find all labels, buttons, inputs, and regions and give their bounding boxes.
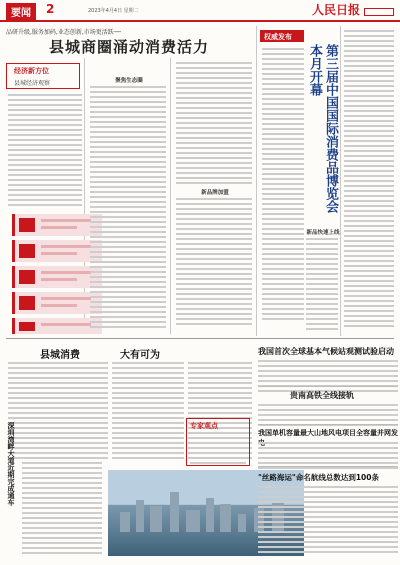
body-text: [190, 432, 246, 467]
stat-tag-icon: [19, 244, 35, 258]
body-text: [90, 86, 166, 331]
expert-box-title: 专家观点: [190, 422, 218, 430]
box-title: 经济新方位: [14, 67, 49, 75]
section-label: 要闻: [6, 3, 36, 20]
brief-rule: [258, 386, 398, 387]
body-text: [22, 422, 102, 557]
stat-tag-icon: [19, 270, 35, 284]
stat-tag-icon: [19, 322, 35, 331]
article-subhead: 新品牌加盟: [201, 190, 229, 196]
body-text: [344, 30, 394, 330]
sidebar-vertical-headline: 第三届中国国际消费品博览会本月开幕: [307, 44, 338, 213]
stat-card: [12, 214, 102, 236]
body-text: [262, 48, 304, 323]
sidebar-title: 权威发布: [264, 33, 292, 41]
body-text: [306, 238, 338, 333]
newspaper-logo: 人民日报: [311, 3, 360, 17]
body-text: [258, 404, 398, 429]
stat-card: [12, 240, 102, 262]
feature-title-a: 县城消费: [40, 350, 80, 361]
column-rule: [256, 26, 257, 336]
body-text: [176, 198, 252, 328]
lead-kicker: 品研升级,服务加码,业态创新,市场更活跃──: [6, 29, 121, 36]
body-text: [258, 442, 398, 472]
box-subtitle: 县城经济观察: [14, 80, 51, 87]
stat-card: [12, 266, 102, 288]
brief-rule: [258, 424, 398, 425]
news-headline: "丝路海运"命名航线总数达到100条: [258, 473, 379, 482]
stat-card: [12, 318, 102, 334]
masthead: [0, 0, 400, 22]
issue-date: 2023年4月4日 星期二: [88, 8, 139, 14]
body-text: [8, 94, 82, 209]
brief-rule: [258, 466, 398, 467]
section-rule: [6, 338, 394, 339]
stat-tag-icon: [19, 296, 35, 310]
feature-title-b: 大有可为: [120, 350, 160, 361]
page-number: 2: [46, 2, 55, 16]
photo-vertical-title: 深圳湾畔大道近期完成通车: [7, 422, 16, 506]
article-subhead: 聚焦生态圈: [115, 78, 143, 84]
body-text: [112, 362, 184, 462]
news-headline: 我国首次全球基本气候站观测试验启动: [258, 347, 394, 356]
stat-tag-icon: [19, 218, 35, 232]
article-subhead: 新品快速上线: [306, 230, 340, 236]
news-headline: 我国单机容量最大山地风电项目全容量并网发: [258, 429, 398, 437]
body-text: [258, 486, 398, 556]
logo-seal-icon: [364, 8, 394, 16]
news-headline: 贵南高铁全线接轨: [290, 391, 354, 400]
body-text: [176, 62, 252, 187]
column-rule: [340, 26, 341, 336]
lead-headline: 县城商圈涌动消费活力: [48, 38, 209, 56]
column-rule: [170, 58, 171, 334]
stat-card: [12, 292, 102, 314]
